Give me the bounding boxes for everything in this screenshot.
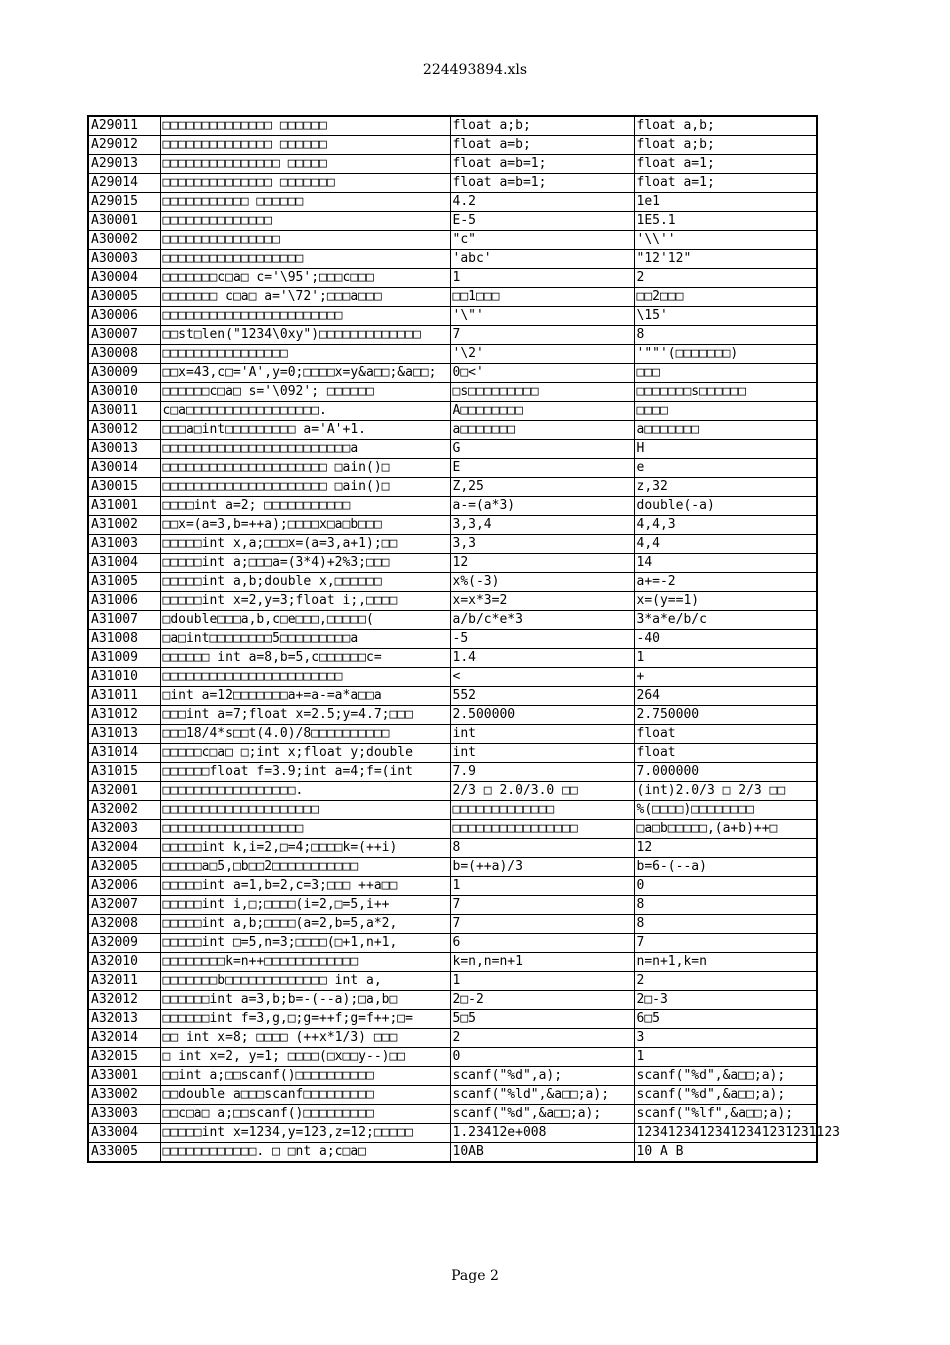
- option-b-cell: float: [634, 725, 817, 744]
- question-id-cell: A30014: [88, 459, 160, 478]
- table-row: [88, 307, 817, 326]
- option-b-cell: □□2□□□: [634, 288, 817, 307]
- question-id-cell: A30003: [88, 250, 160, 269]
- option-a-cell: A□□□□□□□□: [450, 402, 634, 421]
- question-id-cell: A33005: [88, 1143, 160, 1163]
- option-b-cell: x=(y==1): [634, 592, 817, 611]
- question-id-cell: A33001: [88, 1067, 160, 1086]
- question-text-cell: □□□□□□□□□□□□□□□□□□□□: [160, 801, 450, 820]
- option-a-cell: 10AB: [450, 1143, 634, 1163]
- question-text-cell: □□□□□int x=1234,y=123,z=12;□□□□□: [160, 1124, 450, 1143]
- table-row: [88, 554, 817, 573]
- option-a-cell: □□□□□□□□□□□□□□□□: [450, 820, 634, 839]
- option-a-cell: 1: [450, 972, 634, 991]
- table-row: [88, 839, 817, 858]
- question-id-cell: A32011: [88, 972, 160, 991]
- table-row: [88, 972, 817, 991]
- question-text-cell: □□□□□□□□□□□□□□□□□□□□□ □ain()□: [160, 459, 450, 478]
- question-id-cell: A29011: [88, 116, 160, 136]
- question-text-cell: □□□□int a=2; □□□□□□□□□□□: [160, 497, 450, 516]
- table-row: [88, 155, 817, 174]
- question-id-cell: A29012: [88, 136, 160, 155]
- table-row: [88, 136, 817, 155]
- option-a-cell: 0: [450, 1048, 634, 1067]
- table-row: [88, 687, 817, 706]
- table-row: [88, 706, 817, 725]
- table-row: [88, 573, 817, 592]
- option-b-cell: '\\'': [634, 231, 817, 250]
- question-id-cell: A31007: [88, 611, 160, 630]
- question-text-cell: □□double a□□□scanf□□□□□□□□□: [160, 1086, 450, 1105]
- question-text-cell: □□□□□□□□□□□□□□□□□□□□□□□: [160, 668, 450, 687]
- question-id-cell: A31013: [88, 725, 160, 744]
- question-text-cell: c□a□□□□□□□□□□□□□□□□□.: [160, 402, 450, 421]
- table-row: [88, 820, 817, 839]
- spreadsheet-body: [88, 116, 840, 1162]
- option-a-cell: Z,25: [450, 478, 634, 497]
- question-text-cell: □□□□□int a;□□□a=(3*4)+2%3;□□□: [160, 554, 450, 573]
- option-b-cell: e: [634, 459, 817, 478]
- table-row: [88, 896, 817, 915]
- question-text-cell: □□□□□□□□□□□□□□ □□□□□□: [160, 136, 450, 155]
- option-a-cell: int: [450, 744, 634, 763]
- question-id-cell: A32007: [88, 896, 160, 915]
- option-a-cell: 2.500000: [450, 706, 634, 725]
- option-a-cell: x%(-3): [450, 573, 634, 592]
- table-row: [88, 364, 817, 383]
- question-id-cell: A32009: [88, 934, 160, 953]
- option-b-cell: b=6-(--a): [634, 858, 817, 877]
- option-a-cell: □s□□□□□□□□□: [450, 383, 634, 402]
- option-b-cell: 1E5.1: [634, 212, 817, 231]
- option-a-cell: -5: [450, 630, 634, 649]
- question-id-cell: A29013: [88, 155, 160, 174]
- option-a-cell: scanf("%d",&a□□;a);: [450, 1105, 634, 1124]
- table-row: [88, 212, 817, 231]
- option-a-cell: a/b/c*e*3: [450, 611, 634, 630]
- question-id-cell: A31008: [88, 630, 160, 649]
- question-id-cell: A31005: [88, 573, 160, 592]
- page-footer: Page 2: [451, 1268, 499, 1284]
- question-text-cell: □□□□□□□□□□□ □□□□□□: [160, 193, 450, 212]
- option-b-cell: double(-a): [634, 497, 817, 516]
- option-a-cell: 3,3,4: [450, 516, 634, 535]
- option-b-cell: 1e1: [634, 193, 817, 212]
- option-b-cell: 3*a*e/b/c: [634, 611, 817, 630]
- question-id-cell: A29014: [88, 174, 160, 193]
- question-text-cell: □□□□□int □=5,n=3;□□□□(□+1,n+1,: [160, 934, 450, 953]
- question-text-cell: □□□□□int k,i=2,□=4;□□□□k=(++i): [160, 839, 450, 858]
- question-id-cell: A30015: [88, 478, 160, 497]
- option-b-cell: float: [634, 744, 817, 763]
- option-b-cell: scanf("%lf",&a□□;a);: [634, 1105, 817, 1124]
- question-id-cell: A33003: [88, 1105, 160, 1124]
- table-row: [88, 459, 817, 478]
- question-id-cell: A33004: [88, 1124, 160, 1143]
- option-b-cell: (int)2.0/3 □ 2/3 □□: [634, 782, 817, 801]
- option-a-cell: float a=b;: [450, 136, 634, 155]
- question-id-cell: A32012: [88, 991, 160, 1010]
- table-row: [88, 744, 817, 763]
- table-row: [88, 116, 817, 136]
- question-text-cell: □□□18/4*s□□t(4.0)/8□□□□□□□□□□: [160, 725, 450, 744]
- option-a-cell: 1.23412e+008: [450, 1124, 634, 1143]
- table-row: [88, 478, 817, 497]
- table-row: [88, 725, 817, 744]
- table-row: [88, 421, 817, 440]
- option-a-cell: E: [450, 459, 634, 478]
- question-text-cell: □□□□□□int a=3,b;b=-(--a);□a,b□: [160, 991, 450, 1010]
- question-id-cell: A30013: [88, 440, 160, 459]
- option-b-cell: 7: [634, 934, 817, 953]
- option-a-cell: float a;b;: [450, 116, 634, 136]
- table-row: [88, 915, 817, 934]
- option-b-cell: 1: [634, 649, 817, 668]
- question-id-cell: A31015: [88, 763, 160, 782]
- option-a-cell: 8: [450, 839, 634, 858]
- question-id-cell: A30006: [88, 307, 160, 326]
- question-text-cell: □□x=(a=3,b=++a);□□□□x□a□b□□□: [160, 516, 450, 535]
- option-b-cell: z,32: [634, 478, 817, 497]
- option-b-cell: 12341234123412341231231123: [634, 1124, 817, 1143]
- option-b-cell: 14: [634, 554, 817, 573]
- option-b-cell: scanf("%d",&a□□;a);: [634, 1067, 817, 1086]
- question-text-cell: □□□□□□□□□□□□□□□ □□□□□: [160, 155, 450, 174]
- option-a-cell: <: [450, 668, 634, 687]
- option-b-cell: 8: [634, 915, 817, 934]
- question-text-cell: □□x=43,c□='A',y=0;□□□□x=y&a□□;&a□□;: [160, 364, 450, 383]
- option-b-cell: 12: [634, 839, 817, 858]
- option-b-cell: 2: [634, 972, 817, 991]
- option-a-cell: E-5: [450, 212, 634, 231]
- question-id-cell: A30012: [88, 421, 160, 440]
- option-b-cell: a+=-2: [634, 573, 817, 592]
- question-id-cell: A32013: [88, 1010, 160, 1029]
- option-b-cell: %(□□□□)□□□□□□□□: [634, 801, 817, 820]
- option-b-cell: -40: [634, 630, 817, 649]
- table-row: [88, 1124, 817, 1143]
- table-row: [88, 440, 817, 459]
- question-text-cell: □□□□□□c□a□ s='\092'; □□□□□□: [160, 383, 450, 402]
- table-row: [88, 630, 817, 649]
- option-a-cell: a-=(a*3): [450, 497, 634, 516]
- option-a-cell: 1.4: [450, 649, 634, 668]
- page-header: 224493894.xls: [422, 62, 528, 78]
- table-row: [88, 497, 817, 516]
- option-a-cell: a□□□□□□□: [450, 421, 634, 440]
- question-text-cell: □□□□□□□□□□□□□□□□□.: [160, 782, 450, 801]
- option-a-cell: 7.9: [450, 763, 634, 782]
- option-b-cell: □a□b□□□□□,(a+b)++□: [634, 820, 817, 839]
- question-id-cell: A32008: [88, 915, 160, 934]
- table-row: [88, 991, 817, 1010]
- option-a-cell: 2□-2: [450, 991, 634, 1010]
- question-text-cell: □□□□□□int f=3,g,□;g=++f;g=f++;□=: [160, 1010, 450, 1029]
- option-b-cell: 6□5: [634, 1010, 817, 1029]
- option-b-cell: 4,4,3: [634, 516, 817, 535]
- question-id-cell: A30007: [88, 326, 160, 345]
- option-a-cell: b=(++a)/3: [450, 858, 634, 877]
- question-text-cell: □□□□□c□a□ □;int x;float y;double: [160, 744, 450, 763]
- question-id-cell: A32010: [88, 953, 160, 972]
- table-row: [88, 345, 817, 364]
- question-text-cell: □□□□□□float f=3.9;int a=4;f=(int: [160, 763, 450, 782]
- question-id-cell: A29015: [88, 193, 160, 212]
- table-row: [88, 383, 817, 402]
- question-text-cell: □int a=12□□□□□□□a+=a-=a*a□□a: [160, 687, 450, 706]
- option-b-cell: float a;b;: [634, 136, 817, 155]
- table-row: [88, 1067, 817, 1086]
- question-id-cell: A31006: [88, 592, 160, 611]
- option-a-cell: "c": [450, 231, 634, 250]
- option-a-cell: □□□□□□□□□□□□□: [450, 801, 634, 820]
- option-b-cell: □□□□: [634, 402, 817, 421]
- question-id-cell: A30010: [88, 383, 160, 402]
- option-b-cell: \15': [634, 307, 817, 326]
- option-a-cell: 7: [450, 915, 634, 934]
- table-row: [88, 592, 817, 611]
- table-row: [88, 877, 817, 896]
- table-row: [88, 1105, 817, 1124]
- question-id-cell: A31014: [88, 744, 160, 763]
- question-text-cell: □□□□□□□c□a□ c='\95';□□□c□□□: [160, 269, 450, 288]
- option-b-cell: float a,b;: [634, 116, 817, 136]
- option-a-cell: 1: [450, 269, 634, 288]
- question-text-cell: □□□□□□□□□□□□□□ □□□□□□□: [160, 174, 450, 193]
- option-a-cell: float a=b=1;: [450, 174, 634, 193]
- question-id-cell: A32005: [88, 858, 160, 877]
- question-text-cell: □□□□□□ int a=8,b=5,c□□□□□□c=: [160, 649, 450, 668]
- option-b-cell: 8: [634, 326, 817, 345]
- option-b-cell: float a=1;: [634, 174, 817, 193]
- table-row: [88, 953, 817, 972]
- question-text-cell: □double□□□a,b,c□e□□□,□□□□□(: [160, 611, 450, 630]
- table-row: [88, 1143, 817, 1163]
- question-text-cell: □□□□□int a,b;□□□□(a=2,b=5,a*2,: [160, 915, 450, 934]
- question-id-cell: A31002: [88, 516, 160, 535]
- table-row: [88, 649, 817, 668]
- option-b-cell: '""'(□□□□□□□): [634, 345, 817, 364]
- question-id-cell: A33002: [88, 1086, 160, 1105]
- option-a-cell: 4.2: [450, 193, 634, 212]
- option-a-cell: scanf("%d",a);: [450, 1067, 634, 1086]
- question-id-cell: A31010: [88, 668, 160, 687]
- option-b-cell: 264: [634, 687, 817, 706]
- question-text-cell: □□int a;□□scanf()□□□□□□□□□□: [160, 1067, 450, 1086]
- question-id-cell: A30009: [88, 364, 160, 383]
- question-text-cell: □a□int□□□□□□□□5□□□□□□□□□a: [160, 630, 450, 649]
- question-text-cell: □□□int a=7;float x=2.5;y=4.7;□□□: [160, 706, 450, 725]
- option-a-cell: 12: [450, 554, 634, 573]
- question-text-cell: □□□□□□□□□□□□□□□□□□□□□ □ain()□: [160, 478, 450, 497]
- option-a-cell: G: [450, 440, 634, 459]
- question-id-cell: A31009: [88, 649, 160, 668]
- question-id-cell: A32001: [88, 782, 160, 801]
- question-id-cell: A31004: [88, 554, 160, 573]
- question-id-cell: A30005: [88, 288, 160, 307]
- option-a-cell: '\"': [450, 307, 634, 326]
- option-a-cell: 'abc': [450, 250, 634, 269]
- question-id-cell: A31011: [88, 687, 160, 706]
- option-b-cell: 2.750000: [634, 706, 817, 725]
- question-id-cell: A30011: [88, 402, 160, 421]
- option-b-cell: +: [634, 668, 817, 687]
- table-row: [88, 231, 817, 250]
- table-row: [88, 174, 817, 193]
- option-b-cell: float a=1;: [634, 155, 817, 174]
- table-row: [88, 1010, 817, 1029]
- question-text-cell: □□□□□□□b□□□□□□□□□□□□□ int a,: [160, 972, 450, 991]
- table-row: [88, 402, 817, 421]
- question-id-cell: A32004: [88, 839, 160, 858]
- question-id-cell: A30001: [88, 212, 160, 231]
- question-text-cell: □□ int x=8; □□□□ (++x*1/3) □□□: [160, 1029, 450, 1048]
- option-b-cell: 8: [634, 896, 817, 915]
- question-text-cell: □□□□□□□□□□□□□□□□: [160, 345, 450, 364]
- question-id-cell: A31003: [88, 535, 160, 554]
- question-id-cell: A32002: [88, 801, 160, 820]
- question-id-cell: A30002: [88, 231, 160, 250]
- question-text-cell: □□□□□□□□□□□□□□ □□□□□□: [160, 116, 450, 136]
- option-b-cell: H: [634, 440, 817, 459]
- option-b-cell: n=n+1,k=n: [634, 953, 817, 972]
- table-row: [88, 288, 817, 307]
- option-b-cell: 4,4: [634, 535, 817, 554]
- table-row: [88, 516, 817, 535]
- question-id-cell: A32003: [88, 820, 160, 839]
- question-text-cell: □□□□□□□□□□□□□□□□□□□□□□□□a: [160, 440, 450, 459]
- question-text-cell: □□□□□a□5,□b□□2□□□□□□□□□□□: [160, 858, 450, 877]
- table-row: [88, 193, 817, 212]
- question-text-cell: □□□□□□□□□□□□. □ □nt a;c□a□: [160, 1143, 450, 1163]
- table-row: [88, 269, 817, 288]
- option-b-cell: 0: [634, 877, 817, 896]
- spreadsheet-table: [87, 115, 840, 1163]
- option-a-cell: 7: [450, 896, 634, 915]
- option-b-cell: a□□□□□□□: [634, 421, 817, 440]
- option-b-cell: □□□: [634, 364, 817, 383]
- table-row: [88, 1086, 817, 1105]
- question-id-cell: A32006: [88, 877, 160, 896]
- table-row: [88, 326, 817, 345]
- table-row: [88, 1048, 817, 1067]
- question-id-cell: A30008: [88, 345, 160, 364]
- table-row: [88, 934, 817, 953]
- option-b-cell: "12'12": [634, 250, 817, 269]
- option-b-cell: 7.000000: [634, 763, 817, 782]
- option-a-cell: 5□5: [450, 1010, 634, 1029]
- option-b-cell: 2□-3: [634, 991, 817, 1010]
- question-text-cell: □□□□□int x,a;□□□x=(a=3,a+1);□□: [160, 535, 450, 554]
- table-row: [88, 801, 817, 820]
- option-b-cell: 2: [634, 269, 817, 288]
- table-row: [88, 611, 817, 630]
- question-text-cell: □□c□a□ a;□□scanf()□□□□□□□□□: [160, 1105, 450, 1124]
- option-a-cell: 0□<': [450, 364, 634, 383]
- table-row: [88, 1029, 817, 1048]
- option-a-cell: k=n,n=n+1: [450, 953, 634, 972]
- question-text-cell: □□□a□int□□□□□□□□□ a='A'+1.: [160, 421, 450, 440]
- option-a-cell: 6: [450, 934, 634, 953]
- question-text-cell: □□□□□□□□□□□□□□: [160, 212, 450, 231]
- question-text-cell: □□□□□□□□□□□□□□□□□□: [160, 250, 450, 269]
- option-a-cell: float a=b=1;: [450, 155, 634, 174]
- question-id-cell: A31001: [88, 497, 160, 516]
- option-a-cell: 2/3 □ 2.0/3.0 □□: [450, 782, 634, 801]
- question-text-cell: □□□□□□□□k=n++□□□□□□□□□□□□: [160, 953, 450, 972]
- question-text-cell: □□□□□□□ c□a□ a='\72';□□□a□□□: [160, 288, 450, 307]
- option-b-cell: 1: [634, 1048, 817, 1067]
- question-id-cell: A31012: [88, 706, 160, 725]
- question-text-cell: □□□□□int a,b;double x,□□□□□□: [160, 573, 450, 592]
- option-a-cell: □□1□□□: [450, 288, 634, 307]
- question-text-cell: □ int x=2, y=1; □□□□(□x□□y--)□□: [160, 1048, 450, 1067]
- option-b-cell: 10 A B: [636, 1144, 684, 1159]
- option-a-cell: 1: [450, 877, 634, 896]
- option-a-cell: 3,3: [450, 535, 634, 554]
- option-a-cell: 7: [450, 326, 634, 345]
- table-row: [88, 858, 817, 877]
- table-row: [88, 535, 817, 554]
- question-text-cell: □□st□len("1234\0xy")□□□□□□□□□□□□□: [160, 326, 450, 345]
- question-text-cell: □□□□□□□□□□□□□□□□□□□□□□□: [160, 307, 450, 326]
- table-row: [88, 782, 817, 801]
- option-a-cell: scanf("%ld",&a□□;a);: [450, 1086, 634, 1105]
- option-b-cell: 3: [634, 1029, 817, 1048]
- question-text-cell: □□□□□□□□□□□□□□□□□□: [160, 820, 450, 839]
- table-row: [88, 668, 817, 687]
- option-a-cell: int: [450, 725, 634, 744]
- table-row: [88, 763, 817, 782]
- question-text-cell: □□□□□int i,□;□□□□(i=2,□=5,i++: [160, 896, 450, 915]
- question-text-cell: □□□□□int x=2,y=3;float i;,□□□□: [160, 592, 450, 611]
- question-text-cell: □□□□□int a=1,b=2,c=3;□□□ ++a□□: [160, 877, 450, 896]
- option-b-cell: scanf("%d",&a□□;a);: [634, 1086, 817, 1105]
- option-a-cell: x=x*3=2: [450, 592, 634, 611]
- question-id-cell: A32014: [88, 1029, 160, 1048]
- question-id-cell: A30004: [88, 269, 160, 288]
- question-text-cell: □□□□□□□□□□□□□□□: [160, 231, 450, 250]
- option-a-cell: 2: [450, 1029, 634, 1048]
- question-id-cell: A32015: [88, 1048, 160, 1067]
- option-b-cell: □□□□□□□s□□□□□□: [634, 383, 817, 402]
- table-row: [88, 250, 817, 269]
- option-a-cell: 552: [450, 687, 634, 706]
- option-a-cell: '\2': [450, 345, 634, 364]
